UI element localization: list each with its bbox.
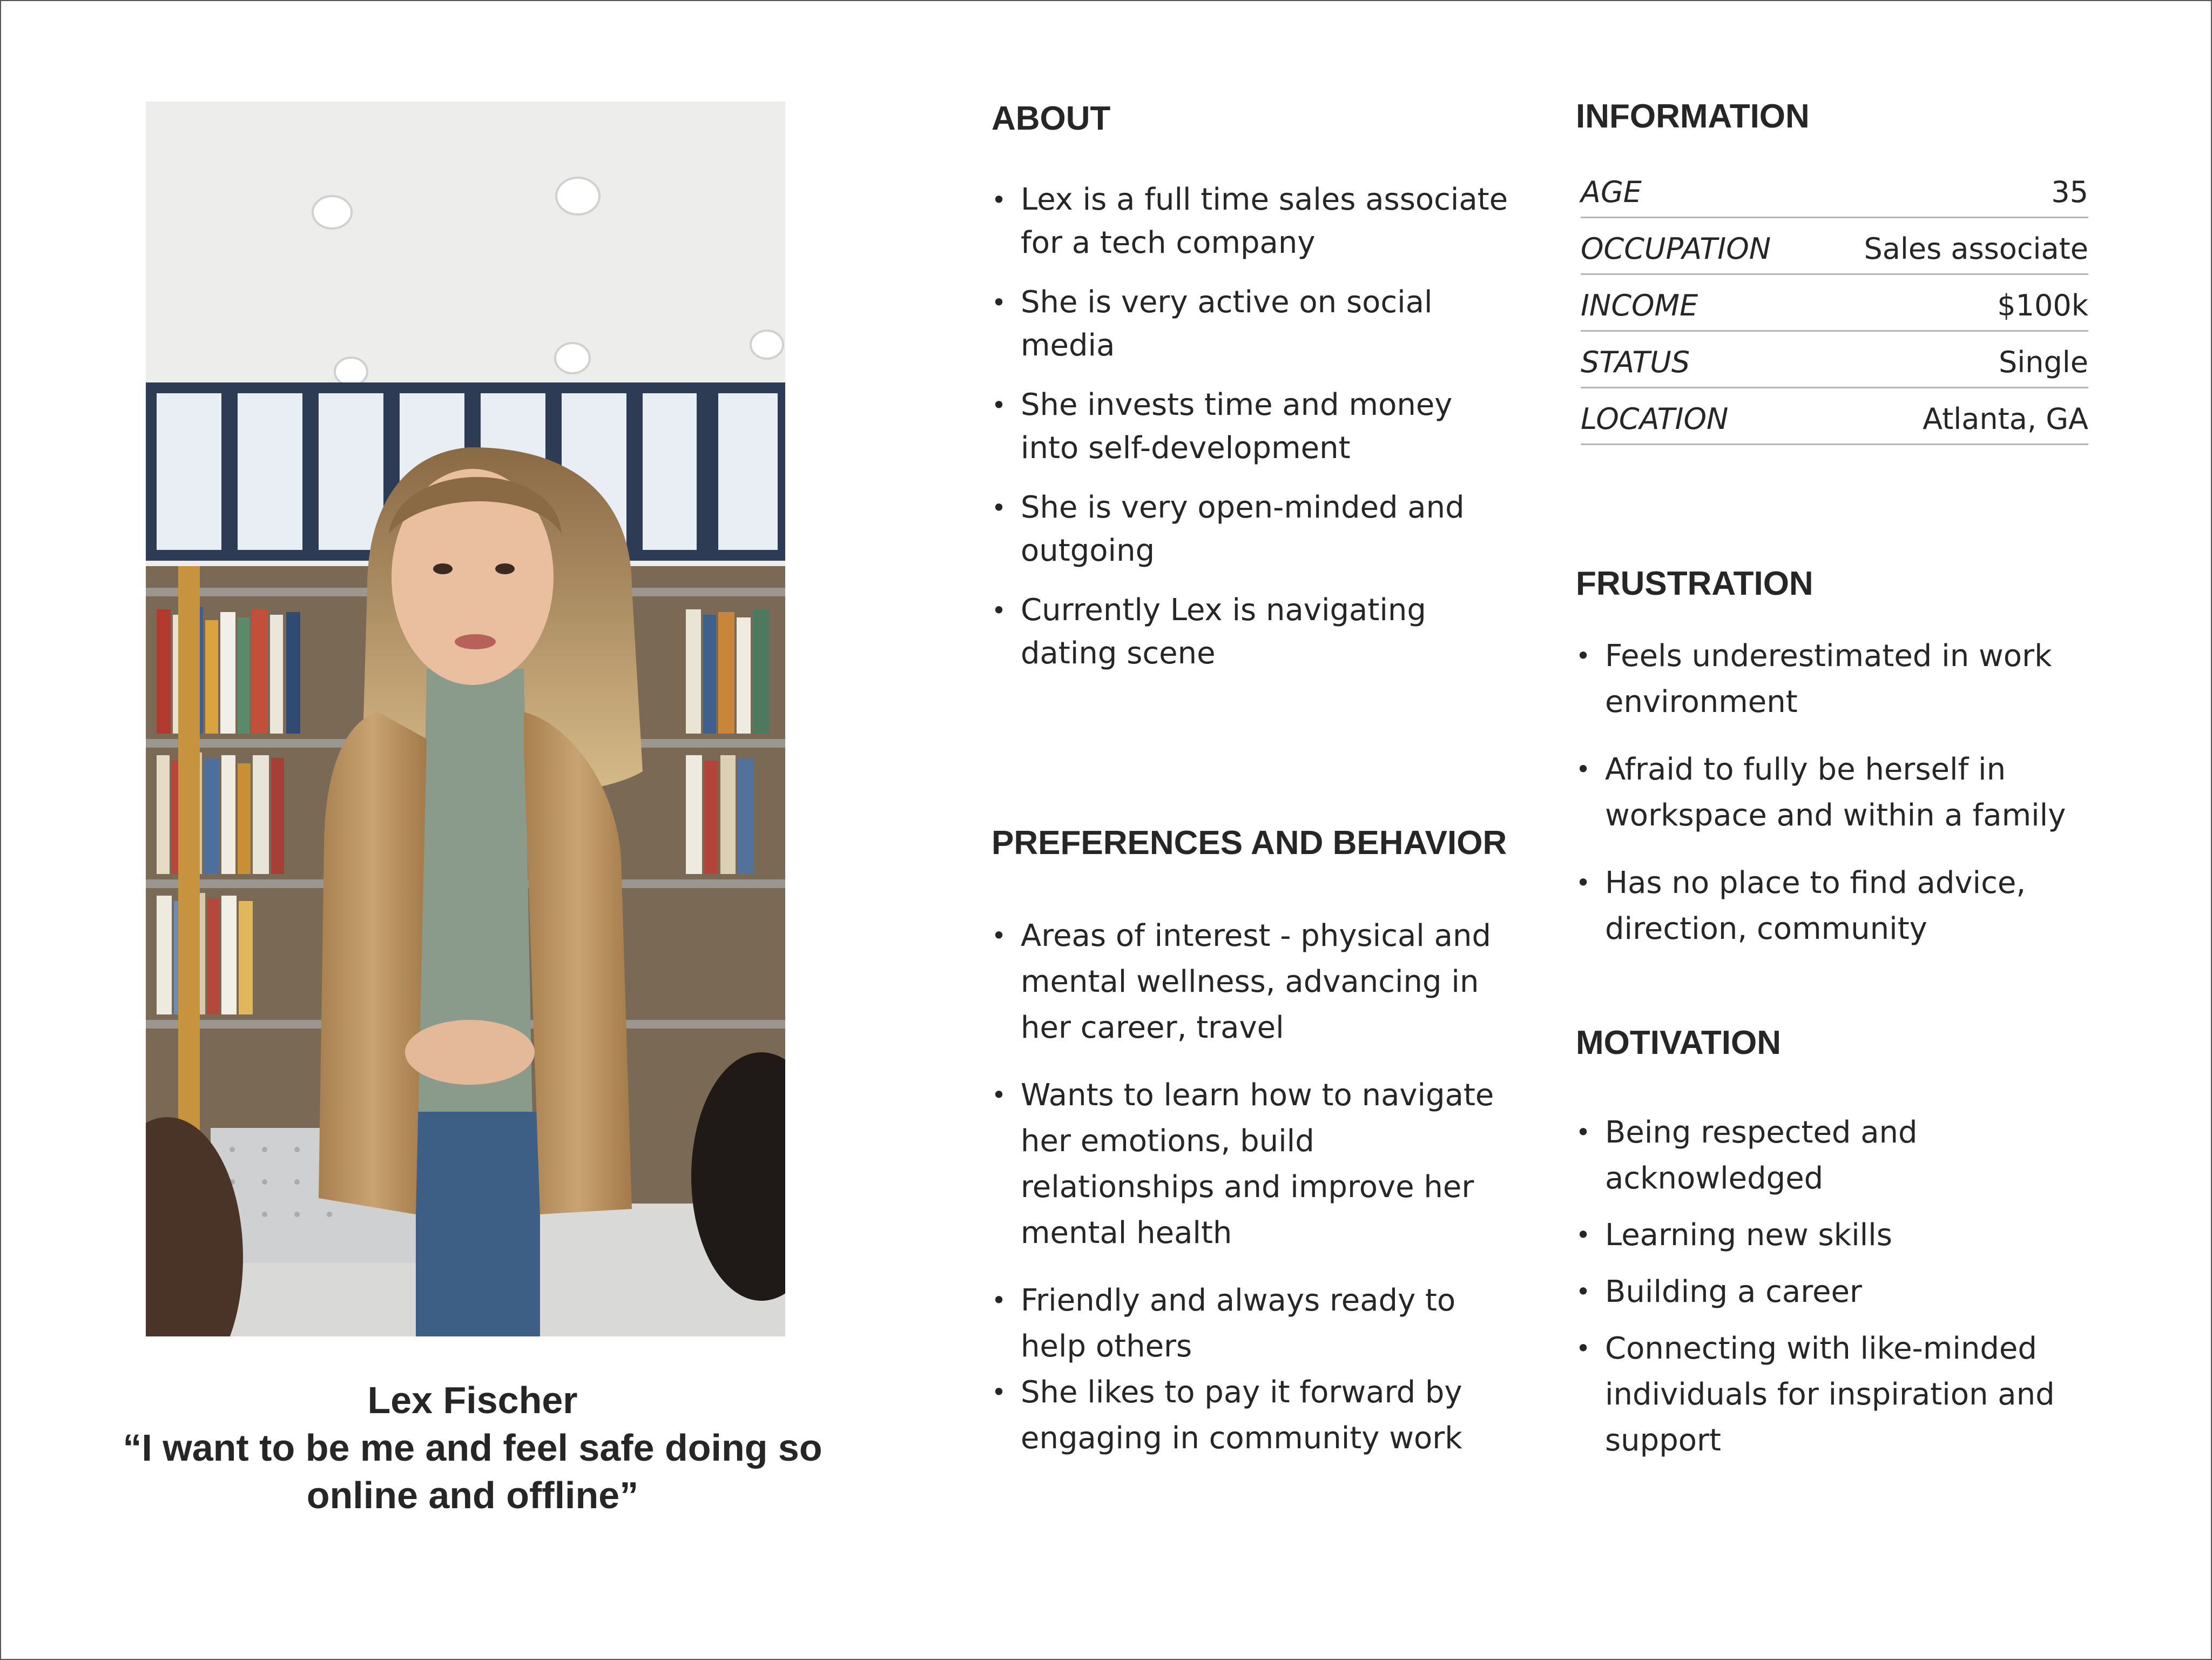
frustration-item: • Afraid to fully be herself in workspace and within a family [1576,747,2089,838]
frustration-item: • Feels underestimated in work environment [1576,633,2089,725]
motivation-heading: MOTIVATION [1576,1024,1781,1061]
preferences-item: • She likes to pay it forward by engaging in community work [992,1369,1499,1461]
frustration-item: • Has no place to find advice, direction, community [1576,860,2089,952]
info-row-income [1581,275,2088,332]
persona-name: Lex Fischer [367,1379,578,1421]
info-value: Atlanta, GA [1923,402,2088,436]
info-value: Sales associate [1864,232,2088,266]
about-list [992,178,1515,691]
persona-caption [119,1376,826,1519]
about-item: • She is very active on social media [992,281,1515,367]
preferences-item: • Wants to learn how to navigate her emotions, build relationships and improve her mental health [992,1072,1499,1256]
frustration-list [1576,633,2089,952]
motivation-item: • Being respected and acknowledged [1576,1110,2089,1201]
info-row-occupation [1581,219,2088,275]
preferences-item: • Areas of interest - physical and mental wellness, advancing in her career, travel [992,913,1499,1051]
preferences-item: • Friendly and always ready to help others [992,1278,1499,1369]
persona-quote: “I want to be me and feel safe doing so online and offline” [123,1427,822,1516]
info-label: LOCATION [1581,402,1729,436]
preferences-heading: PREFERENCES AND BEHAVIOR [992,824,1507,862]
motivation-item: • Building a career [1576,1269,2089,1315]
info-value: 35 [2051,175,2088,209]
motivation-item: • Connecting with like-minded individuals for inspiration and support [1576,1326,2089,1463]
info-row-location [1581,389,2088,445]
info-label: INCOME [1581,288,1698,322]
preferences-list [992,913,1499,1461]
info-row-status [1581,332,2088,388]
info-value: $100k [1997,288,2088,322]
frustration-heading: FRUSTRATION [1576,565,1813,602]
motivation-list [1576,1110,2089,1463]
info-row-age [1581,162,2088,218]
about-heading: ABOUT [992,100,1111,137]
info-label: AGE [1581,175,1642,209]
about-item: • She invests time and money into self-development [992,384,1515,470]
information-heading: INFORMATION [1576,98,1810,135]
info-label: STATUS [1581,345,1690,379]
info-label: OCCUPATION [1581,232,1771,266]
persona-photo [146,102,785,1336]
about-item: • Currently Lex is navigating dating scene [992,589,1515,675]
motivation-item: • Learning new skills [1576,1212,2089,1258]
about-item: • She is very open-minded and outgoing [992,486,1515,573]
info-value: Single [1998,345,2088,379]
about-item: • Lex is a full time sales associate for a tech company [992,178,1515,265]
